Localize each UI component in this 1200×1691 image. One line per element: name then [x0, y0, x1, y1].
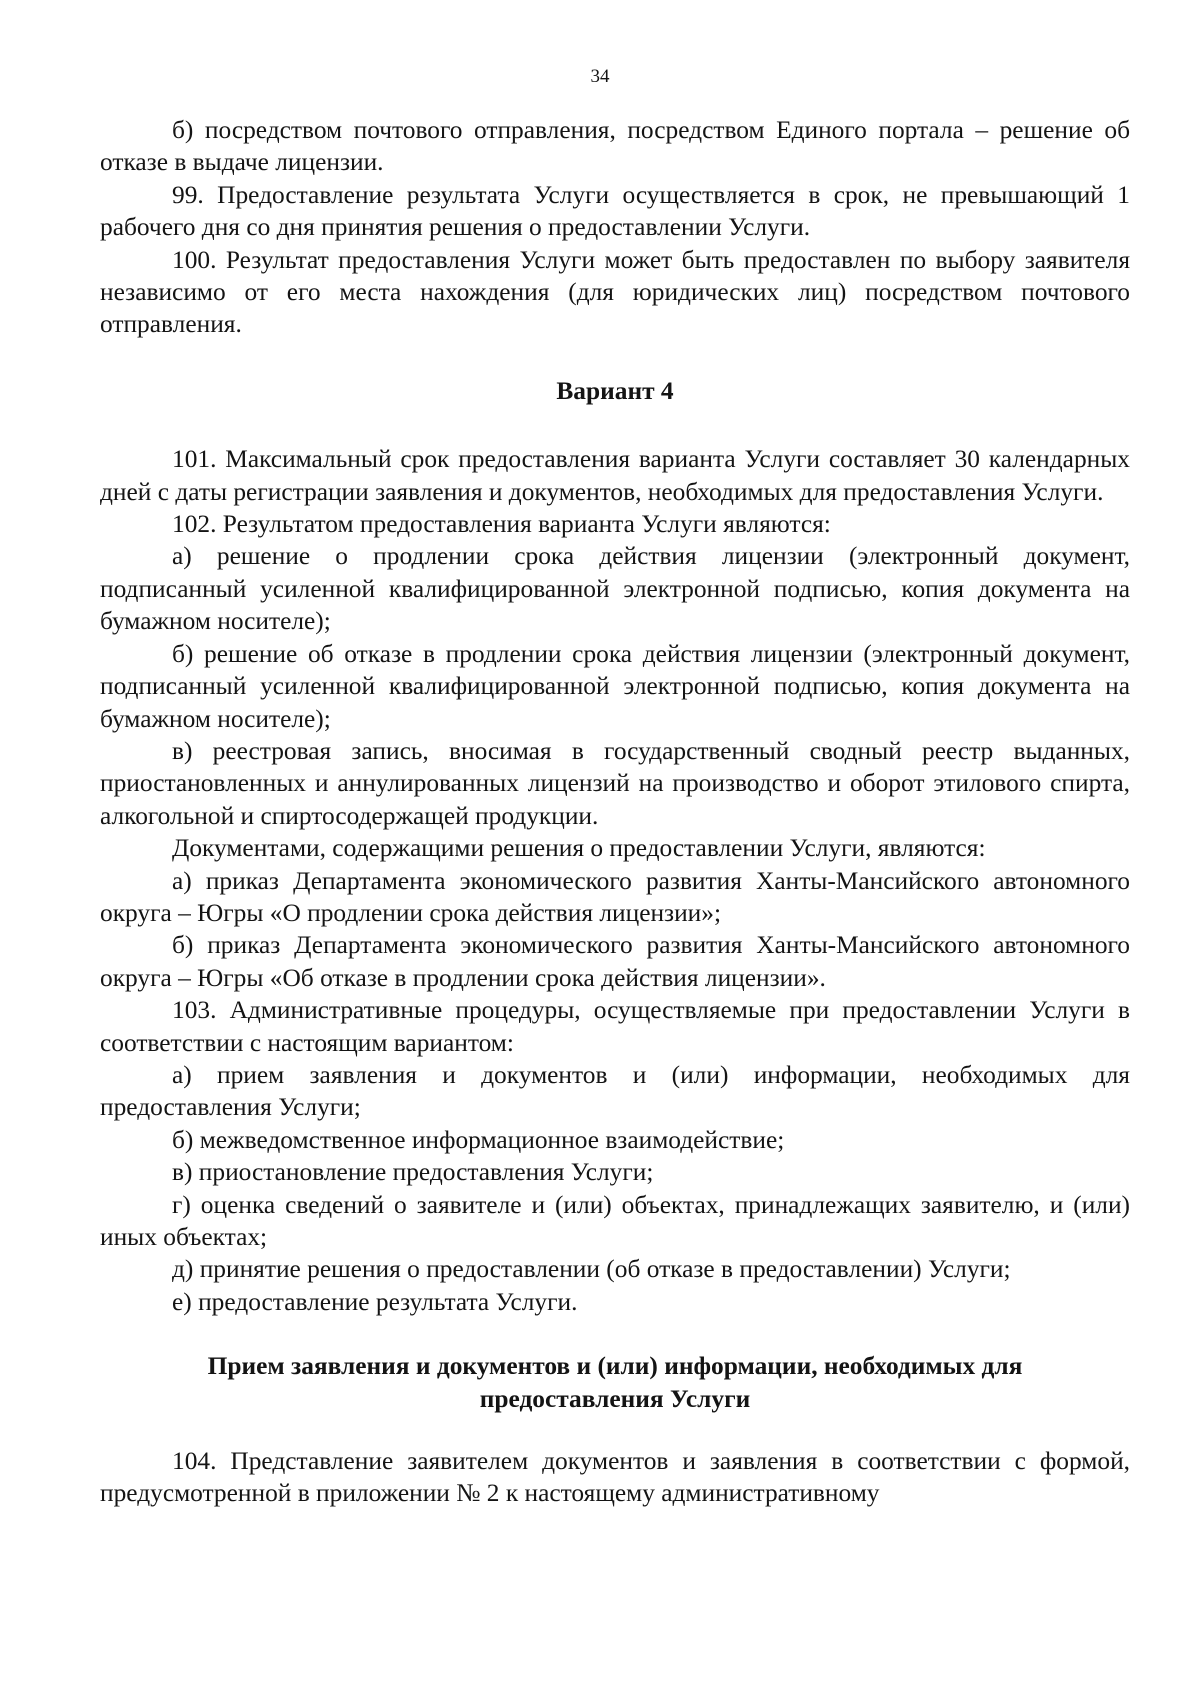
- list-item: в) приостановление предоставления Услуги;: [172, 1158, 654, 1187]
- paragraph: б) посредством почтового отправления, посредством Единого портала – решение об отказе в выдаче лицензии.: [100, 116, 1130, 177]
- list-item: б) межведомственное информационное взаимодействие;: [172, 1125, 785, 1154]
- list-item: в) реестровая запись, вносимая в государственный сводный реестр выданных, приостановленных и аннулированных лицензий на производство и оборот этилового спирта, алкогольной и спиртосодержащей продукции.: [100, 736, 1130, 830]
- paragraph: 100. Результат предоставления Услуги может быть предоставлен по выбору заявителя независимо от его места нахождения (для юридических лиц) посредством почтового отправления.: [100, 245, 1130, 339]
- list-item: б) приказ Департамента экономического развития Ханты-Мансийского автономного округа – Югры «Об отказе в продлении срока действия лицензии».: [100, 931, 1130, 992]
- document-body: [100, 114, 1130, 1510]
- paragraph: 102. Результатом предоставления варианта Услуги являются:: [172, 510, 831, 539]
- paragraph: 99. Предоставление результата Услуги осуществляется в срок, не превышающий 1 рабочего дня со дня принятия решения о предоставлении Услуги.: [100, 180, 1130, 242]
- section-heading-line: Прием заявления и документов и (или) информации, необходимых для: [207, 1352, 1023, 1381]
- list-item: б) решение об отказе в продлении срока действия лицензии (электронный документ, подписанный усиленной квалифицированной электронной подписью, копия документа на бумажном носителе);: [100, 639, 1130, 733]
- variant-heading: Вариант 4: [556, 376, 674, 405]
- list-item: а) прием заявления и документов и (или) информации, необходимых для предоставления Услуги;: [100, 1060, 1130, 1122]
- paragraph: 104. Представление заявителем документов и заявления в соответствии с формой, предусмотренной в приложении № 2 к настоящему административному: [100, 1447, 1130, 1508]
- list-item: е) предоставление результата Услуги.: [172, 1287, 578, 1316]
- list-item: а) приказ Департамента экономического развития Ханты-Мансийского автономного округа – Югры «О продлении срока действия лицензии»;: [100, 866, 1130, 927]
- list-item: д) принятие решения о предоставлении (об отказе в предоставлении) Услуги;: [172, 1255, 1011, 1284]
- paragraph: 103. Административные процедуры, осуществляемые при предоставлении Услуги в соответствии с настоящим вариантом:: [100, 996, 1130, 1057]
- paragraph: Документами, содержащими решения о предоставлении Услуги, являются:: [172, 834, 986, 863]
- list-item: г) оценка сведений о заявителе и (или) объектах, принадлежащих заявителю, и (или) иных объектах;: [100, 1190, 1130, 1251]
- page-number: 34: [590, 66, 610, 87]
- paragraph: 101. Максимальный срок предоставления варианта Услуги составляет 30 календарных дней с даты регистрации заявления и документов, необходимых для предоставления Услуги.: [100, 445, 1130, 506]
- section-heading: [100, 1318, 1130, 1445]
- list-item: а) решение о продлении срока действия лицензии (электронный документ, подписанный усиленной квалифицированной электронной подписью, копия документа на бумажном носителе);: [100, 542, 1130, 636]
- section-heading-line: предоставления Услуги: [479, 1384, 751, 1413]
